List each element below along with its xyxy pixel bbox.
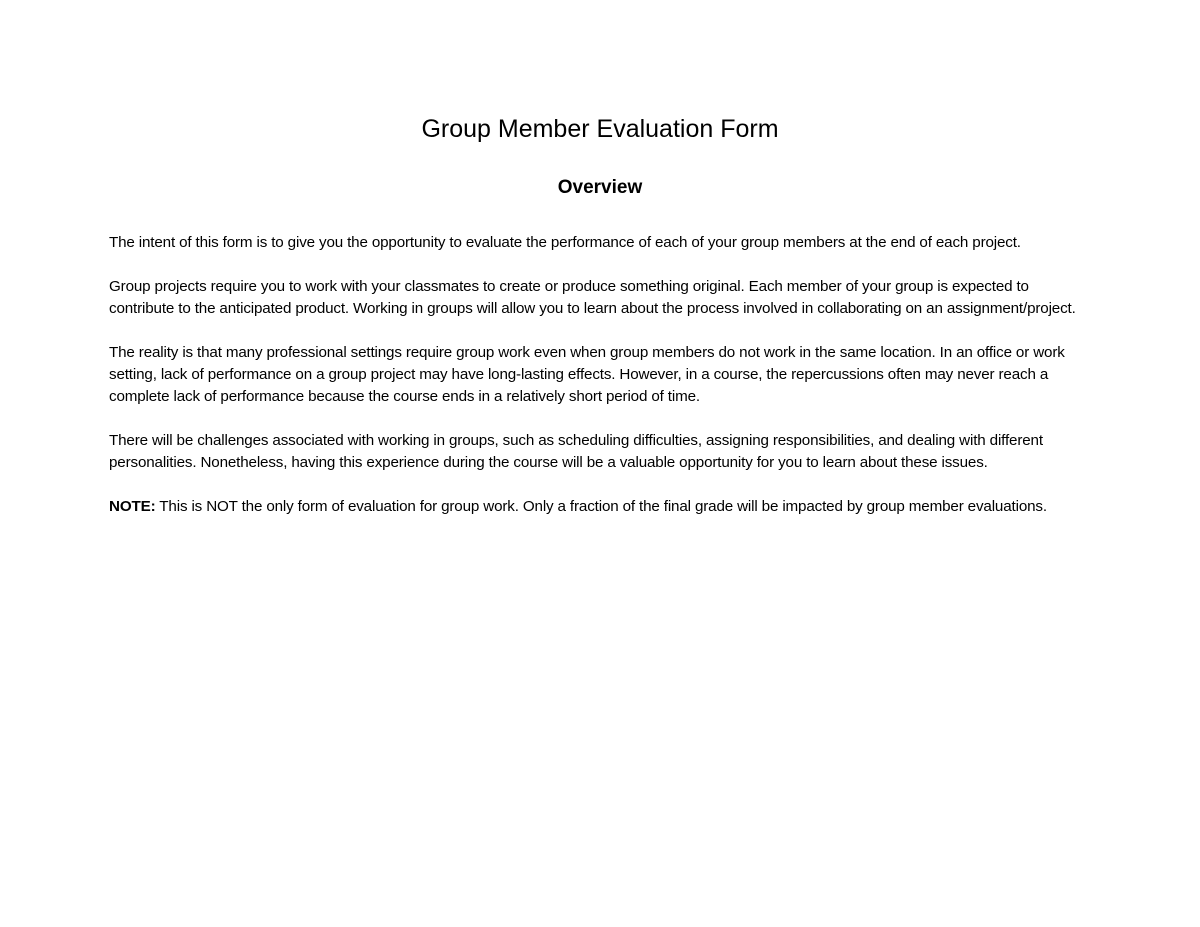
paragraph-challenges: There will be challenges associated with working in groups, such as scheduling difficulties, assigning responsibilities, and dealing with different personalities. Nonetheless, having this experience during the course will be a valuable opportunity for you to learn about these issues. [109,432,1043,471]
paragraph-intent: The intent of this form is to give you the opportunity to evaluate the performance of each of your group members at the end of each project. [109,234,1021,251]
overview-body [109,232,1094,540]
section-heading-overview: Overview [557,177,643,198]
paragraph-group-projects: Group projects require you to work with your classmates to create or produce something original. Each member of your group is expected to contribute to the anticipated product. Working in groups will allow you to learn about the process involved in collaborating on an assignment/project. [109,278,1076,317]
note-paragraph [109,496,1094,518]
paragraph-reality: The reality is that many professional settings require group work even when group members do not work in the same location. In an office or work setting, lack of performance on a group project may have long-lasting effects. However, in a course, the repercussions often may never reach a complete lack of performance because the course ends in a relatively short period of time. [109,344,1065,405]
note-label: NOTE: [109,498,156,515]
document-title: Group Member Evaluation Form [421,115,779,143]
note-text: This is NOT the only form of evaluation for group work. Only a fraction of the final grade will be impacted by group member evaluations. [155,498,1047,515]
